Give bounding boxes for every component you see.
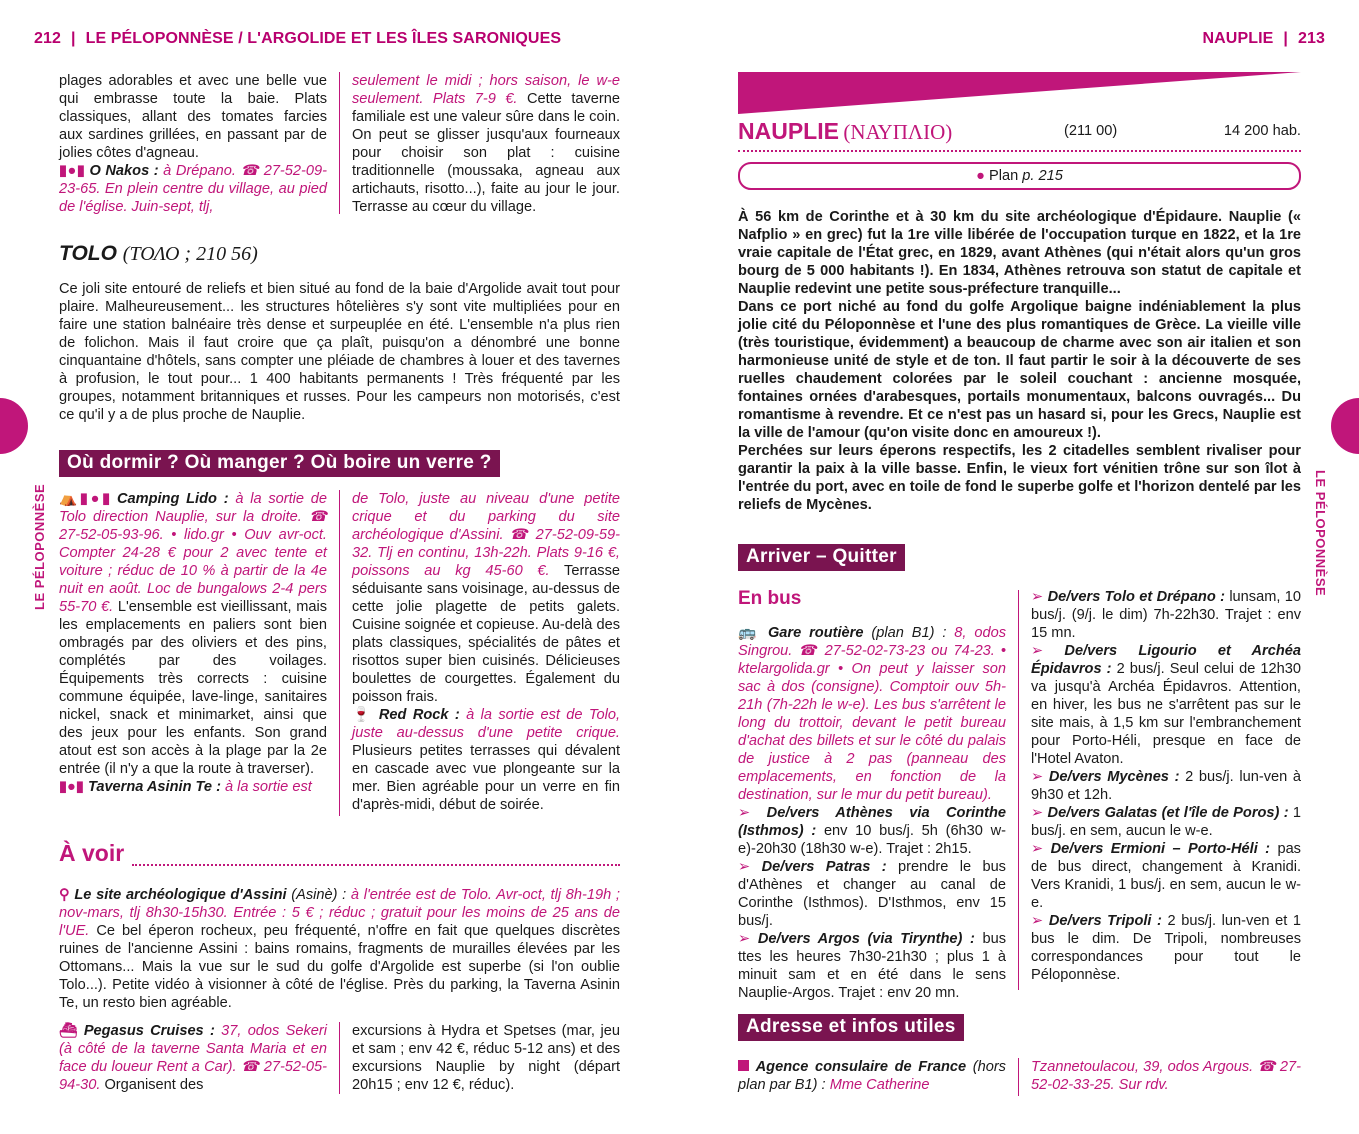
arrow-icon: ➢ [1031,589,1044,605]
side-label: LE PÉLOPONNÈSE [1313,470,1328,597]
consulate-name: Agence consulaire de France [755,1059,967,1075]
population: 14 200 hab. [1223,123,1301,139]
route-ligourio-info: 2 bus/j. Seul celui de 12h30 va jusqu'à Archéa Épidavros. Attention, en hiver, les bus ne s'arrêtent pas sur le site mais, à 1,5 km sur l'embranchement pour Porto-Héli, presque en face de l'Hotel Avaton. [1031,661,1301,767]
tolo-title: TOLO [59,242,117,265]
restaurant-icon: ▮●▮ [59,779,84,795]
pegasus-cruises-info: 37, odos Sekeri (à côté de la taverne Santa Maria et en face du loueur Rent a Car). ☎ 27-52-05-94-30. [59,1023,327,1093]
bus-icon: 🚌 [738,625,761,641]
side-thumb-tab [0,398,28,454]
route-galatas-info: 1 bus/j. en sem, aucun le w-e. [1031,805,1301,839]
left-mid-col2 [352,490,620,814]
right-bus-col2 [1031,588,1301,984]
left-running-header: 212 | LE PÉLOPONNÈSE / L'ARGOLIDE ET LES ÎLES SARONIQUES [34,30,562,47]
tolo-description: Ce joli site entouré de reliefs et bien situé au fond de la baie d'Argolide avait tout pour plaire. Malheureusement... les structures hôtelières s'y sont vite multipliées pour en faire une station balnéaire très dense et surpeuplée en été. L'ensemble n'a plus rien de folichon. Mais il faut croire que ça plaît, puisqu'on a dénombré une bonne cinquantaine d'hôtels, sans compter une pléiade de chambres à louer et des tavernes à profusion, le tout pour... 1 400 habitants permanents ! Très fréquenté par les groupes, notamment britanniques et russes. Pour les campeurs non motorisés, c'est ce qu'il y a de plus proche de Nauplie. [59,281,620,423]
arrow-icon: ➢ [738,805,751,821]
bus-station-info: 8, odos Singrou. ☎ 27-52-02-73-23 ou 74-23. • ktelargolida.gr • On peut y laisser son sac à dos (consigne). Comptoir ouv 5h-21h (7h-22h le w-e). Les bus s'arrêtent le long du trottoir, devant le petit bureau d'achat des billets et sur le côté du palais de justice à 2 pas (panneau des emplacements, en fonction de la destination, sur le mur du petit bureau). [738,625,1007,803]
title-dotted-rule [738,150,1301,152]
red-rock-description: Plusieurs petites terrasses qui dévalent en cascade avec vue plongeante sur la mer. Bien agréable pour un verre en fin d'après-midi, début de soirée. [352,743,620,813]
left-top-col2 [352,72,620,216]
bus-station-plan-ref: (plan B1) : [871,625,947,641]
square-bullet-icon [738,1060,749,1071]
a-voir-heading: À voir [59,840,125,866]
left-top-col1 [59,72,327,216]
arrow-icon: ➢ [1031,769,1044,785]
left-header-title: LE PÉLOPONNÈSE / L'ARGOLIDE ET LES ÎLES SARONIQUES [85,30,562,47]
plan-reference[interactable] [738,162,1301,190]
right-running-header: NAUPLIE | 213 [1202,30,1325,47]
assini-site-description: Ce bel éperon rocheux, peu fréquenté, n'offre en fait que quelques discrètes ruines de l'ancienne Assini : bains romains, fragments de murailles élevées par les Ottomans... Mais la vue sur le sud du golfe d'Argolide est superbe (si l'on oublie Tolo...). Petite vidéo à visionner à côté de l'église. Près du parking, la Taverna Asinin Te, un resto bien agréable. [59,923,620,1011]
right-bottom-col2 [1031,1058,1301,1094]
right-bottom-col1 [738,1058,1006,1094]
route-athenes-info: env 10 bus/j. 5h (6h30 w-e)-20h30 (18h30 w-e). Trajet : 2h15. [738,823,1007,857]
taverna-asinin-info: à la sortie est [225,779,312,795]
taverna-asinin-name: Taverna Asinin Te : [87,779,221,795]
o-nakos-name: O Nakos : [89,163,159,179]
route-argos-info: bus ttes les heures 7h30-21h30 ; plus 1 à minuit sam et en été dans le sens Nauplie-Argos. Trajet : env 20 mn. [738,931,1006,1001]
consulate-address: Tzannetoulacou, 39, odos Argous. ☎ 27-52-02-33-25. Sur rdv. [1031,1059,1301,1093]
section-arriver-quitter: Arriver – Quitter [738,544,905,571]
left-bottom-col1 [59,1022,327,1094]
assini-site-name: Le site archéologique d'Assini [74,887,287,903]
bullet-icon: ● [976,168,985,184]
boat-icon: ⛴ [59,1023,78,1039]
side-label: LE PÉLOPONNÈSE [32,483,47,610]
assini-greek-name: (Asinè) : [291,887,347,903]
camping-lido-description: L'ensemble est vieillissant, mais les emplacements en paliers sont bien ombragés par des oliviers et des pins, complétés par des voilages. Équipements très corrects : cuisine commune équipée, lave-linge, sanitaires nickel, snack et minimarket, ainsi que des jeux pour les enfants. Son grand atout est son accès à la plage par la 2e entrée (il n'y a que la route à traverser). [59,599,328,777]
route-mycenes-info: 2 bus/j. lun-ven à 9h30 et 12h. [1031,769,1301,803]
pegasus-cruises-name: Pegasus Cruises : [83,1023,215,1039]
heading-dotted-rule [132,864,620,866]
bus-station-name: Gare routière [767,625,864,641]
monument-icon: ⚲ [59,887,70,903]
column-divider [339,72,340,214]
drink-icon: 🍷 [352,707,373,723]
en-bus-heading: En bus [738,588,802,609]
column-divider [1018,1058,1019,1096]
left-mid-col1 [59,490,327,796]
arrow-icon: ➢ [1031,643,1044,659]
route-patras-info: prendre le bus d'Athènes et changer au canal de Corinthe (Isthmos). D'Isthmos, env 15 bus/j. [738,859,1006,929]
taverna-asinin-details: de Tolo, juste au niveau d'une petite crique et du parking du site archéologique d'Assini. ☎ 27-52-09-59-32. Tlj en continu, 13h-22h. Plats 9-16 €, poissons au kg 45-60 €. [352,491,620,579]
o-nakos-info: à Drépano. ☎ 27-52-09-23-65. En plein centre du village, au pied de l'église. Juin-sept, tlj, [59,163,327,215]
route-tripoli-name: De/vers Tripoli : [1048,913,1162,929]
arrow-icon: ➢ [738,859,751,875]
section-sleep-eat-drink: Où dormir ? Où manger ? Où boire un verre ? [59,450,500,477]
intro-citadels: Perchées sur leurs éperons respectifs, les 2 citadelles semblent rivaliser pour garantir la paix à la ville basse. Enfin, le vieux fort vénitien trône sur son îlot à l'entrée du port, avec en toile de fond le superbe golfe et l'horizon dentelé par les reliefs de Mycènes. [738,443,1301,513]
tent-icon: ⛺ [59,491,80,507]
route-tolo-info: lunsam, 10 bus/j. (9/j. le dim) 7h-22h30. Trajet : env 15 mn. [1031,589,1301,641]
right-page-number: 213 [1298,30,1325,47]
route-patras-name: De/vers Patras : [761,859,887,875]
arrow-icon: ➢ [1031,805,1044,821]
camping-lido-info: à la sortie de Tolo direction Nauplie, sur la droite. ☎ 27-52-05-93-96. • lido.gr • Ouv avr-oct. Compter 24-28 € pour 2 avec tente et voiture ; réduc de 10 % à partir de la 4e nuit en août. Loc de bungalows 2-4 pers 55-70 €. [59,491,327,615]
nauplie-intro [738,208,1301,514]
side-thumb-tab [1331,398,1359,454]
column-divider [339,1022,340,1094]
plan-label: Plan [989,168,1019,184]
arrow-icon: ➢ [738,931,751,947]
red-rock-name: Red Rock : [378,707,460,723]
postcode: (211 00) [1064,123,1118,139]
route-ermioni-info: pas de bus direct, changement à Kranidi. Vers Kranidi, 1 bus/j. en sem, aucun le w-e. [1031,841,1301,911]
column-divider [1018,590,1019,990]
intro-paragraph: plages adorables et avec une belle vue qui embrasse toute la baie. Plats classiques, allant des tomates farcies aux sardines grillées, en passant par de jolies côtes d'agneau. [59,73,327,161]
city-greek-title: (ΝΑΥΠΛΙΟ) [843,120,953,144]
plan-page: p. 215 [1022,168,1063,184]
restaurant-icon: ▮●▮ [79,491,111,507]
consulate-plan-ref: (hors plan par B1) : [738,1059,1006,1093]
arrow-icon: ➢ [1031,913,1044,929]
restaurant-icon: ▮●▮ [59,163,85,179]
column-divider [339,490,340,816]
left-bottom-col2 [352,1022,620,1094]
left-page-number: 212 [34,30,61,47]
route-galatas-name: De/vers Galatas (et l'île de Poros) : [1047,805,1289,821]
city-title-row [738,118,1301,145]
red-rock-info: à la sortie est de Tolo, juste au-dessus d'une petite crique. [352,707,621,741]
section-adresse-infos: Adresse et infos utiles [738,1014,964,1041]
route-athenes-name: De/vers Athènes via Corinthe (Isthmos) : [738,805,1007,839]
city-title: NAUPLIE [738,118,839,144]
route-argos-name: De/vers Argos (via Tirynthe) : [757,931,975,947]
o-nakos-hours: seulement le midi ; hors saison, le w-e seulement. Plats 7-9 €. [352,73,620,107]
camping-lido-name: Camping Lido : [116,491,229,507]
intro-history: À 56 km de Corinthe et à 30 km du site archéologique d'Épidaure. Nauplie (« Nafplio » en grec) fut la 1re ville libérée de l'occupation turque en 1822, et la 1re vraie capitale de l'État grec, en 1829, avant Athènes (qui n'était alors qu'un gros bourg de 5 000 habitants !). En 1834, Athènes retrouva son statut de capitale et Nauplie redevint une petite sous-préfecture tranquille... [738,209,1301,297]
route-tripoli-info: 2 bus/j. lun-ven et 1 bus le dim. De Tripoli, nombreuses correspondances pour tout le Péloponnèse. [1031,913,1302,983]
pegasus-cruises-description: Organisent des [104,1077,204,1093]
route-tolo-name: De/vers Tolo et Drépano : [1047,589,1225,605]
arrow-icon: ➢ [1031,841,1044,857]
right-page [680,0,1359,1134]
right-header-title: NAUPLIE [1202,30,1274,47]
consulate-contact: Mme Catherine [829,1077,930,1093]
tolo-subtitle: (ΤΟΛΟ ; 210 56) [122,243,258,265]
assini-site-entry [59,886,620,1012]
taverna-asinin-description: Terrasse séduisante sans voisinage, au-dessus de cette jolie plagette de petits galets. Cuisine soignée et copieuse. Au-delà des plats classiques, spécialités de pâtes et risottos super bien cuisinés. Délicieuses boulettes de courgettes. Également du poisson frais. [352,563,620,705]
pegasus-cruises-continued: excursions à Hydra et Spetses (mar, jeu et sam ; env 42 €, réduc 5-12 ans) et des excursions Nauplie by night (départ 20h15 ; env 12 €, réduc). [352,1023,620,1093]
route-mycenes-name: De/vers Mycènes : [1048,769,1180,785]
route-ermioni-name: De/vers Ermioni – Porto-Héli : [1050,841,1271,857]
intro-old-town: Dans ce port niché au fond du golfe Argolique baigne indéniablement la plus jolie cité du Péloponnèse et l'une des plus romantiques de Grèce. La vieille ville (très touristique, évidemment) a beaucoup de charme avec son air italien et son harmonieuse unité de style et de ton. Il faut partir le soir à la découverte de ses ruelles chaudement colorées par le soleil couchant : ancienne mosquée, fontaines ornées d'arabesques, portails monumentaux, balcons ouvragés... Du romantisme à revendre. Et ce n'est pas un hasard si, pour les Grecs, Nauplie est la ville de l'amour (qu'on visite donc en amoureux !). [738,299,1301,441]
assini-site-info: à l'entrée est de Tolo. Avr-oct, tlj 8h-19h ; nov-mars, tlj 8h30-15h30. Entrée : 5 € ; réduc ; gratuit pour les moins de 25 ans de l'UE. [59,887,620,939]
route-ligourio-name: De/vers Ligourio et Archéa Épidavros : [1031,643,1301,677]
tolo-heading [59,242,258,266]
title-banner [738,72,1301,114]
o-nakos-description: Cette taverne familiale est une valeur sûre dans le coin. On peut se glisser jusqu'aux fourneaux pour choisir son plat : cuisine traditionnelle (moussaka, agneau aux artichauts, risotto...), faite au jour le jour. Terrasse au cœur du village. [352,91,620,215]
right-bus-col1 [738,624,1006,1002]
